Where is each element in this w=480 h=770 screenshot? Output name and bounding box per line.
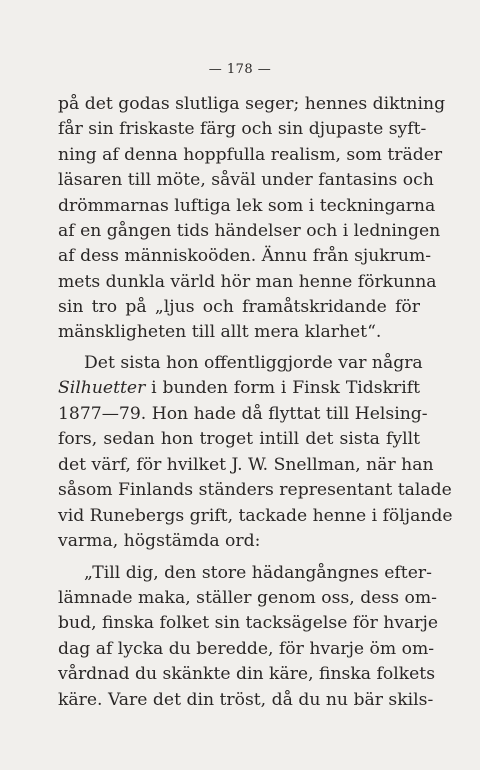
text-line: drömmarnas luftiga lek som i teckningarna (58, 196, 436, 216)
text-line: sin tro på „ljus och framåtskridande för (58, 297, 420, 317)
text-line: dag af lycka du beredde, för hvarje öm om- (58, 639, 435, 659)
text-line: det värf, för hvilket J. W. Snellman, när han (58, 455, 434, 475)
text-line: mänskligheten till allt mera klarhet“. (58, 322, 382, 342)
text-line: får sin friskaste färg och sin djupaste syft- (58, 119, 427, 139)
text-line: 1877—79. Hon hade då flyttat till Helsing- (58, 404, 428, 424)
text-fragment: i bunden form i Finsk Tidskrift (145, 378, 420, 398)
text-line: bud, finska folket sin tacksägelse för hvarje (58, 613, 439, 633)
publication-title: Silhuetter (58, 378, 146, 398)
text-line: mets dunkla värld hör man henne förkunna (58, 272, 437, 292)
text-line: lämnade maka, ställer genom oss, dess om- (58, 588, 437, 608)
page-number: — 178 — (208, 62, 272, 77)
text-line: på det godas slutliga seger; hennes diktning (58, 94, 446, 114)
text-line: varma, högstämda ord: (58, 531, 261, 551)
text-line: vårdnad du skänkte din käre, finska folkets (58, 664, 436, 684)
text-line: vid Runebergs grift, tackade henne i följande (58, 506, 453, 526)
text-line: af dess människoöden. Ännu från sjukrum- (58, 246, 432, 266)
paragraph-start-line: Det sista hon offentliggjorde var några (84, 353, 423, 373)
text-line: fors, sedan hon troget intill det sista fyllt (58, 429, 420, 449)
text-line: af en gången tids händelser och i ledningen (58, 221, 441, 241)
quote-start-line: „Till dig, den store hädangångnes efter- (84, 563, 432, 583)
text-line: käre. Vare det din tröst, då du nu bär skils- (58, 690, 434, 710)
text-line: såsom Finlands ständers representant talade (58, 480, 452, 500)
text-line-with-title (58, 378, 420, 398)
text-line: ning af denna hoppfulla realism, som träder (58, 145, 443, 165)
text-line: läsaren till möte, såväl under fantasins och (58, 170, 434, 190)
